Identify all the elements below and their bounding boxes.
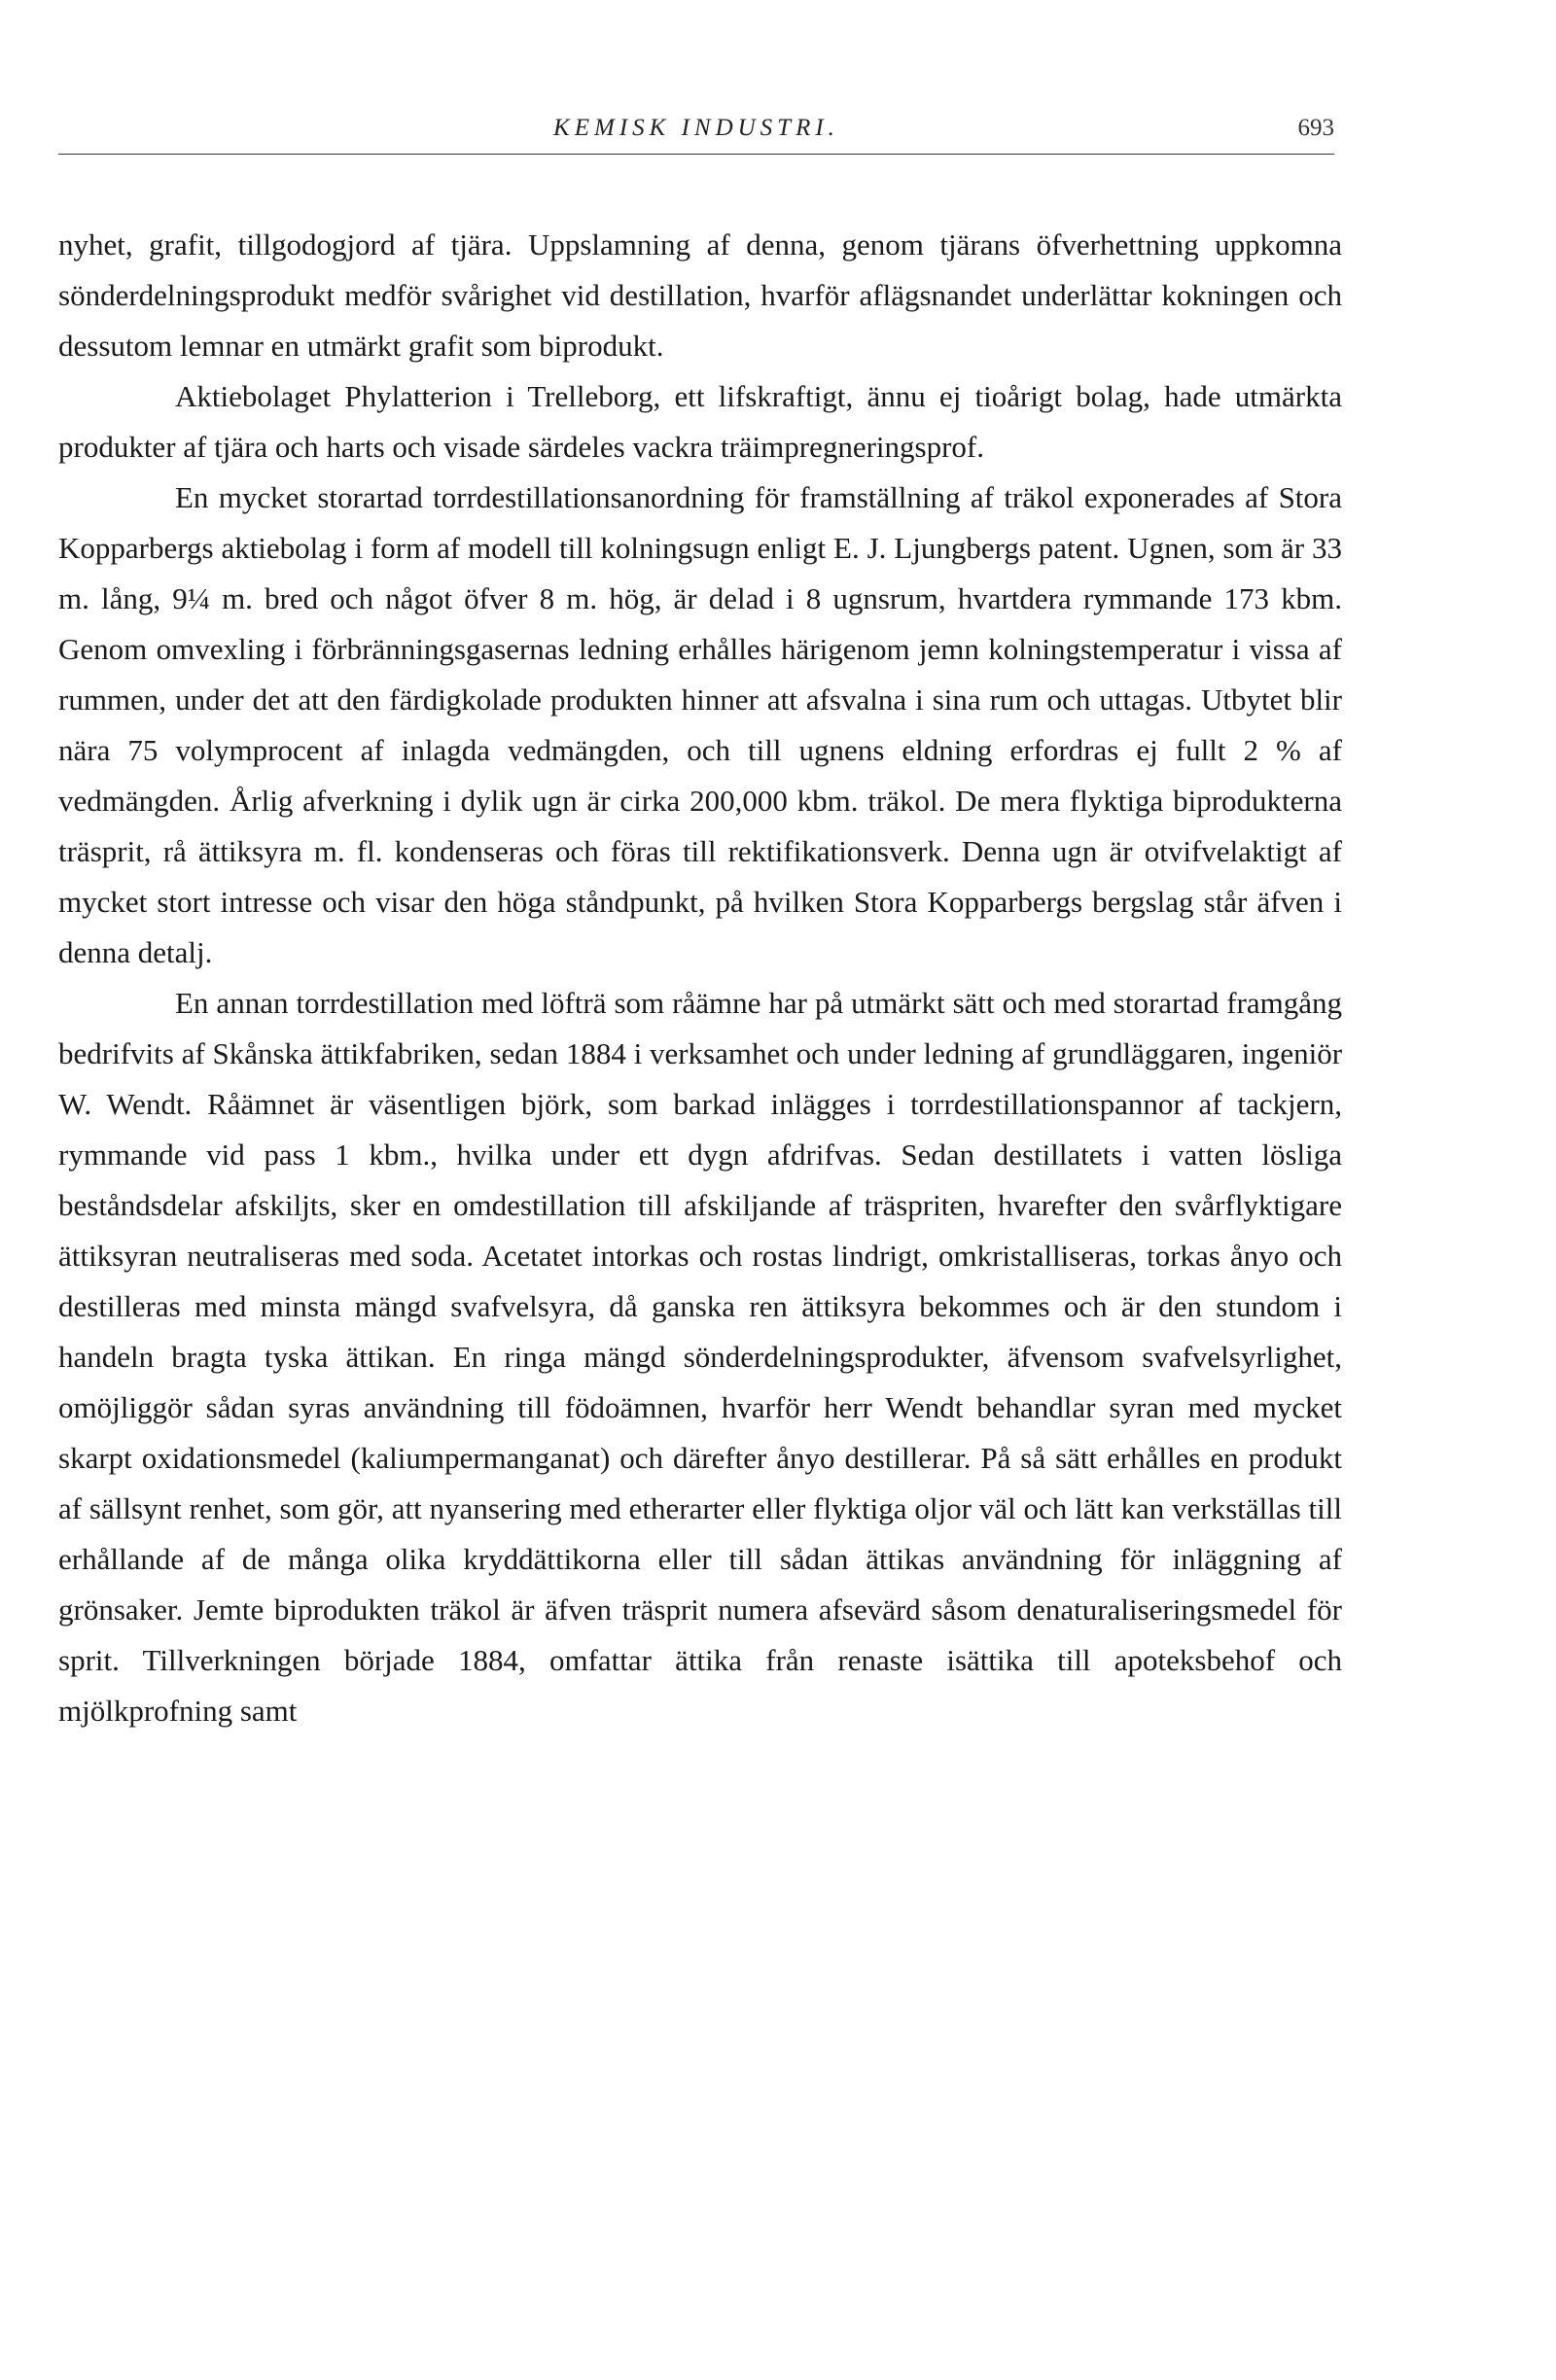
- paragraph-text: En mycket storartad torrdestillationsanordning för framställning af träkol exponerades af: [175, 480, 1279, 514]
- paragraph-text: i Trelleborg, ett lifskraftigt, ännu ej tioårigt bolag, hade utmärkta produkter af tjära och harts och visade särdeles vackra träimpregneringsprof.: [58, 379, 1342, 464]
- company-name: Skånska ättikfabriken,: [212, 1036, 482, 1070]
- paragraph: [58, 220, 1342, 371]
- company-name: Stora Kopparbergs aktiebolag: [58, 480, 1342, 565]
- paragraph-text: nyhet, grafit, tillgodogjord af tjära. Uppslamning af denna, genom tjärans öfverhettning uppkomna sönderdelningsprodukt medför svårighet vid destillation, hvarför aflägsnandet underlättar kokningen och dessutom lemnar en utmärkt grafit som biprodukt.: [58, 228, 1342, 363]
- paragraph: [58, 472, 1342, 978]
- paragraph-text: En annan torrdestillation med löfträ som råämne har på utmärkt sätt och med storartad framgång bedrifvits af: [58, 986, 1342, 1070]
- paragraph-text: i form af modell till kolningsugn enligt E. J. Ljungbergs patent. Ugnen, som är 33 m. lång, 9¼ m. bred och något öfver 8 m. hög, är delad i 8 ugnsrum, hvartdera rymmande 173 kbm. Genom omvexling i förbränningsgasernas ledning erhålles härigenom jemn kolningstemperatur i vissa af rummen, under det att den färdigkolade produkten hinner att afsvalna i sina rum och uttagas. Utbytet blir nära 75 volymprocent af inlagda vedmängden, och till ugnens eldning erfordras ej fullt 2 % af vedmängden. Årlig afverkning i dylik ugn är cirka 200,000 kbm. träkol. De mera flyktiga biprodukterna träsprit, rå ättiksyra m. fl. kondenseras och föras till rektifikationsverk. Denna ugn är otvifvelaktigt af mycket stort intresse och visar den höga ståndpunkt, på hvilken Stora Kopparbergs bergslag står äfven i denna detalj.: [58, 531, 1342, 969]
- company-name: Aktiebolaget Phylatterion: [175, 379, 492, 413]
- running-title: KEMISK INDUSTRI.: [553, 115, 839, 141]
- body-text: [58, 220, 1342, 1736]
- paragraph: [58, 978, 1342, 1736]
- page-number: 693: [1297, 115, 1334, 141]
- paragraph: [58, 371, 1342, 472]
- paragraph-text: sedan 1884 i verksamhet och under ledning af grundläggaren, ingeniör W. Wendt. Råämnet är väsentligen björk, som barkad inlägges i torrdestillationspannor af tackjern, rymmande vid pass 1 kbm., hvilka under ett dygn afdrifvas. Sedan destillatets i vatten lösliga beståndsdelar afskiljts, sker en omdestillation till afskiljande af träspriten, hvarefter den svårflyktigare ättiksyran neutraliseras med soda. Acetatet intorkas och rostas lindrigt, omkristalliseras, torkas ånyo och destilleras med minsta mängd svafvelsyra, då ganska ren ättiksyra bekommes och är den stundom i handeln bragta tyska ättikan. En ringa mängd sönderdelningsprodukter, äfvensom svafvelsyrlighet, omöjliggör sådan syras användning till födoämnen, hvarför herr Wendt behandlar syran med mycket skarpt oxidationsmedel (kaliumpermanganat) och därefter ånyo destillerar. På så sätt erhålles en produkt af sällsynt renhet, som gör, att nyansering med etherarter eller flyktiga oljor väl och lätt kan verkställas till erhållande af de många olika kryddättikorna eller till sådan ättikas användning för inläggning af grönsaker. Jemte biprodukten träkol är äfven träsprit numera afsevärd såsom denaturaliseringsmedel för sprit. Tillverkningen började 1884, omfattar ättika från renaste isättika till apoteksbehof och mjölkprofning samt: [58, 1036, 1343, 1728]
- running-header: [58, 115, 1334, 155]
